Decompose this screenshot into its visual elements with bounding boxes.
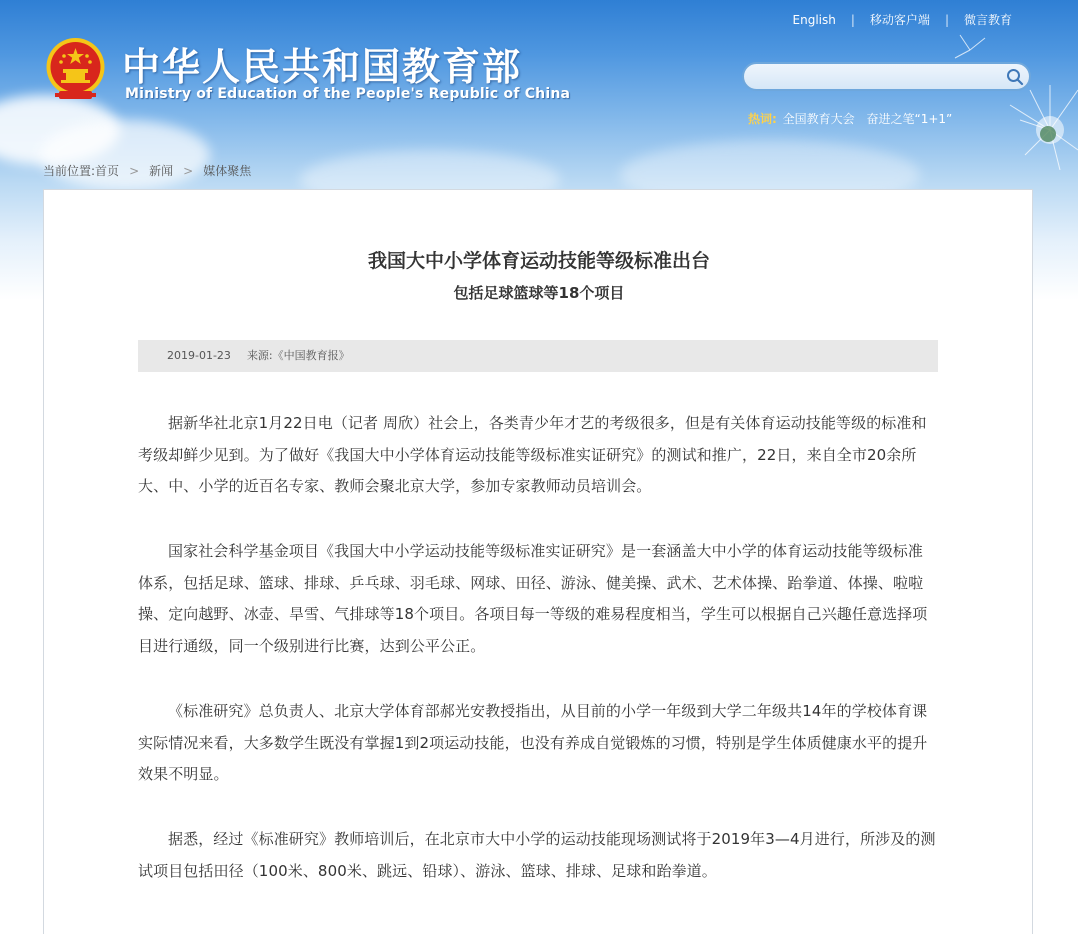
search-icon [1006,68,1024,86]
site-title[interactable]: 中华人民共和国教育部 [122,45,523,89]
article-date: 2019-01-23 [167,349,231,362]
breadcrumb-separator: > [129,164,140,178]
article-meta [138,340,938,372]
hot-word-link[interactable]: 奋进之笔“1+1” [866,112,953,126]
breadcrumb [43,162,251,179]
search-input[interactable] [744,65,1001,89]
hot-words-label: 热词: [748,112,777,126]
hot-word-link[interactable]: 全国教育大会 [782,112,855,126]
dandelion-decoration [930,30,1078,170]
search-button[interactable] [1001,64,1029,89]
cloud-decoration [40,120,210,190]
top-links [793,11,1012,28]
article-paragraph: 国家社会科学基金项目《我国大中小学运动技能等级标准实证研究》是一套涵盖大中小学的体育运动技能等级标准体系，包括足球、篮球、排球、乒乓球、羽毛球、网球、田径、游泳、健美操、武术、艺术体操、跆拳道、体操、啦啦操、定向越野、冰壶、旱雪、气排球等18个项目。各项目每一等级的难易程度相当，学生可以根据自己兴趣任意选择项目进行通级，同一个级别进行比赛，达到公平公正。 [138,542,928,655]
article-source: 来源:《中国教育报》 [246,349,350,362]
article-subtitle: 包括足球篮球等18个项目 [453,284,625,302]
weiyan-education-link[interactable]: 微言教育 [963,13,1012,27]
article-paragraph: 据新华社北京1月22日电（记者 周欣）社会上，各类青少年才艺的考级很多，但是有关体育运动技能等级的标准和考级却鲜少见到。为了做好《我国大中小学体育运动技能等级标准实证研究》的测试和推广，22日，来自全市20余所大、中、小学的近百名专家、教师会聚北京大学，参加专家教师动员培训会。 [138,414,927,495]
divider: | [850,12,855,27]
article-paragraph: 据悉，经过《标准研究》教师培训后，在北京市大中小学的运动技能现场测试将于2019年3—4月进行，所涉及的测试项目包括田径（100米、800米、跳远、铅球）、游泳、篮球、排球、足球和跆拳道。 [138,830,936,880]
breadcrumb-media-focus[interactable]: 媒体聚焦 [203,164,252,178]
search-box [742,62,1031,91]
breadcrumb-home[interactable]: 首页 [95,164,120,178]
hot-words [748,110,952,127]
breadcrumb-news[interactable]: 新闻 [149,164,174,178]
english-link[interactable]: English [792,12,836,27]
article-paragraph: 《标准研究》总负责人、北京大学体育部郝光安教授指出，从目前的小学一年级到大学二年级共14年的学校体育课实际情况来看，大多数学生既没有掌握1到2项运动技能，也没有养成自觉锻炼的习惯，特别是学生体质健康水平的提升效果不明显。 [138,702,928,783]
mobile-client-link[interactable]: 移动客户端 [869,13,930,27]
breadcrumb-separator: > [183,164,194,178]
breadcrumb-label: 当前位置: [43,164,96,178]
divider: | [944,12,949,27]
national-emblem-icon[interactable] [45,36,106,102]
article-title: 我国大中小学体育运动技能等级标准出台 [367,250,710,272]
site-title-english: Ministry of Education of the People's Republic of China [125,86,571,102]
